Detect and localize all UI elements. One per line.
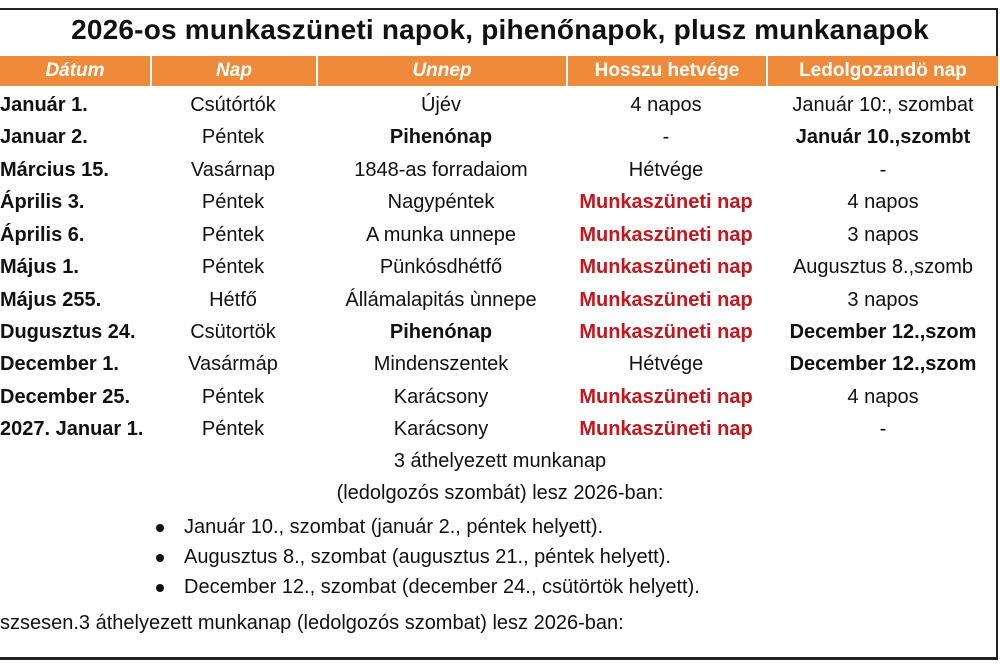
cell-day: Péntek [201, 386, 265, 408]
cell-weekend: Hétvége [628, 353, 704, 375]
bullet-list [150, 512, 700, 602]
cell-workday: December 12.,szom [789, 321, 977, 343]
cell-weekend: Munkaszüneti nap [579, 418, 753, 440]
cell-date: Január 1. [0, 94, 88, 116]
cell-workday: 3 napos [847, 224, 919, 246]
cell-day: Csütortök [190, 321, 276, 343]
header-holiday: Unnep [316, 56, 566, 86]
table-row [0, 381, 1000, 413]
list-item [150, 572, 700, 602]
cell-date: Április 3. [0, 191, 85, 213]
footer-text: szsesen.3 áthelyezett munkanap (ledolgozós szombat) lesz 2026-ban: [0, 612, 624, 634]
cell-holiday: A munka unnepe [365, 224, 517, 246]
bullet-dot-icon [156, 584, 164, 592]
cell-holiday: Pünkósdhétfő [379, 256, 503, 278]
note-line-1: 3 áthelyezett munkanap [393, 450, 607, 472]
cell-holiday: Mindenszentek [373, 353, 509, 375]
bullet-dot-icon [156, 554, 164, 562]
header-day: Nap [150, 56, 316, 86]
cell-date: December 1. [0, 353, 119, 375]
cell-workday: 3 napos [847, 289, 919, 311]
cell-date: Április 6. [0, 224, 85, 246]
cell-workday: Január 10:, szombat [792, 94, 974, 116]
cell-workday: Január 10.,szombt [795, 126, 971, 148]
cell-date: Május 1. [0, 256, 79, 278]
cell-day: Vasárnap [190, 159, 276, 181]
cell-workday: - [879, 418, 887, 440]
cell-workday: Augusztus 8.,szomb [792, 256, 974, 278]
table-header [0, 56, 998, 86]
cell-day: Vasármáp [188, 353, 278, 375]
cell-date: Dugusztus 24. [0, 321, 136, 343]
list-item-text: Január 10., szombat (január 2., péntek helyett). [184, 516, 604, 538]
cell-day: Péntek [201, 418, 265, 440]
table-row [0, 219, 1000, 251]
cell-day: Péntek [201, 126, 265, 148]
list-item-text: Augusztus 8., szombat (augusztus 21., péntek helyett). [184, 546, 671, 568]
header-long-weekend: Hosszu hetvége [566, 56, 766, 86]
cell-holiday: Újév [420, 94, 461, 116]
table-row [0, 89, 1000, 121]
header-workday: Ledolgozandö nap [766, 56, 998, 86]
cell-weekend: Munkaszüneti nap [579, 386, 753, 408]
table-row [0, 251, 1000, 283]
cell-weekend: - [662, 126, 670, 148]
table-row [0, 121, 1000, 153]
table-row [0, 348, 1000, 380]
cell-day: Csútórtók [190, 94, 276, 116]
cell-date: Május 255. [0, 289, 102, 311]
cell-holiday: Állámalapitás ùnnepe [345, 289, 537, 311]
cell-workday: - [879, 159, 887, 181]
list-item-text: December 12., szombat (december 24., csütörtök helyett). [184, 576, 700, 598]
cell-workday: 4 napos [847, 191, 919, 213]
note-line-2: (ledolgozós szombát) lesz 2026-ban: [336, 482, 664, 504]
cell-workday: 4 napos [847, 386, 919, 408]
cell-holiday: Karácsony [393, 386, 489, 408]
cell-holiday: Pihenónap [389, 126, 493, 148]
table-row [0, 186, 1000, 218]
cell-holiday: Karácsony [393, 418, 489, 440]
cell-day: Péntek [201, 224, 265, 246]
cell-weekend: Munkaszüneti nap [579, 289, 753, 311]
list-item [150, 512, 700, 542]
cell-weekend: 4 napos [630, 94, 702, 116]
cell-day: Hétfő [209, 289, 257, 311]
header-date: Dátum [45, 60, 105, 81]
table-row [0, 413, 1000, 445]
cell-weekend: Munkaszüneti nap [579, 224, 753, 246]
cell-workday: December 12.,szom [789, 353, 977, 375]
table-row [0, 316, 1000, 348]
list-item [150, 542, 700, 572]
cell-holiday: Nagypéntek [387, 191, 495, 213]
cell-day: Péntek [201, 256, 265, 278]
cell-date: Januar 2. [0, 126, 88, 148]
table-row [0, 154, 1000, 186]
bullet-dot-icon [156, 524, 164, 532]
cell-date: Március 15. [0, 159, 109, 181]
table-row [0, 284, 1000, 316]
cell-date: 2027. Januar 1. [0, 418, 144, 440]
cell-holiday: 1848-as forradaiom [354, 159, 528, 181]
page-title: 2026-os munkaszüneti napok, pihenőnapok, plusz munkanapok [71, 14, 929, 45]
cell-weekend: Hétvége [628, 159, 704, 181]
cell-weekend: Munkaszüneti nap [579, 321, 753, 343]
cell-weekend: Munkaszüneti nap [579, 191, 753, 213]
cell-weekend: Munkaszüneti nap [579, 256, 753, 278]
cell-date: December 25. [0, 386, 131, 408]
cell-holiday: Pihenónap [389, 321, 493, 343]
cell-day: Péntek [201, 191, 265, 213]
